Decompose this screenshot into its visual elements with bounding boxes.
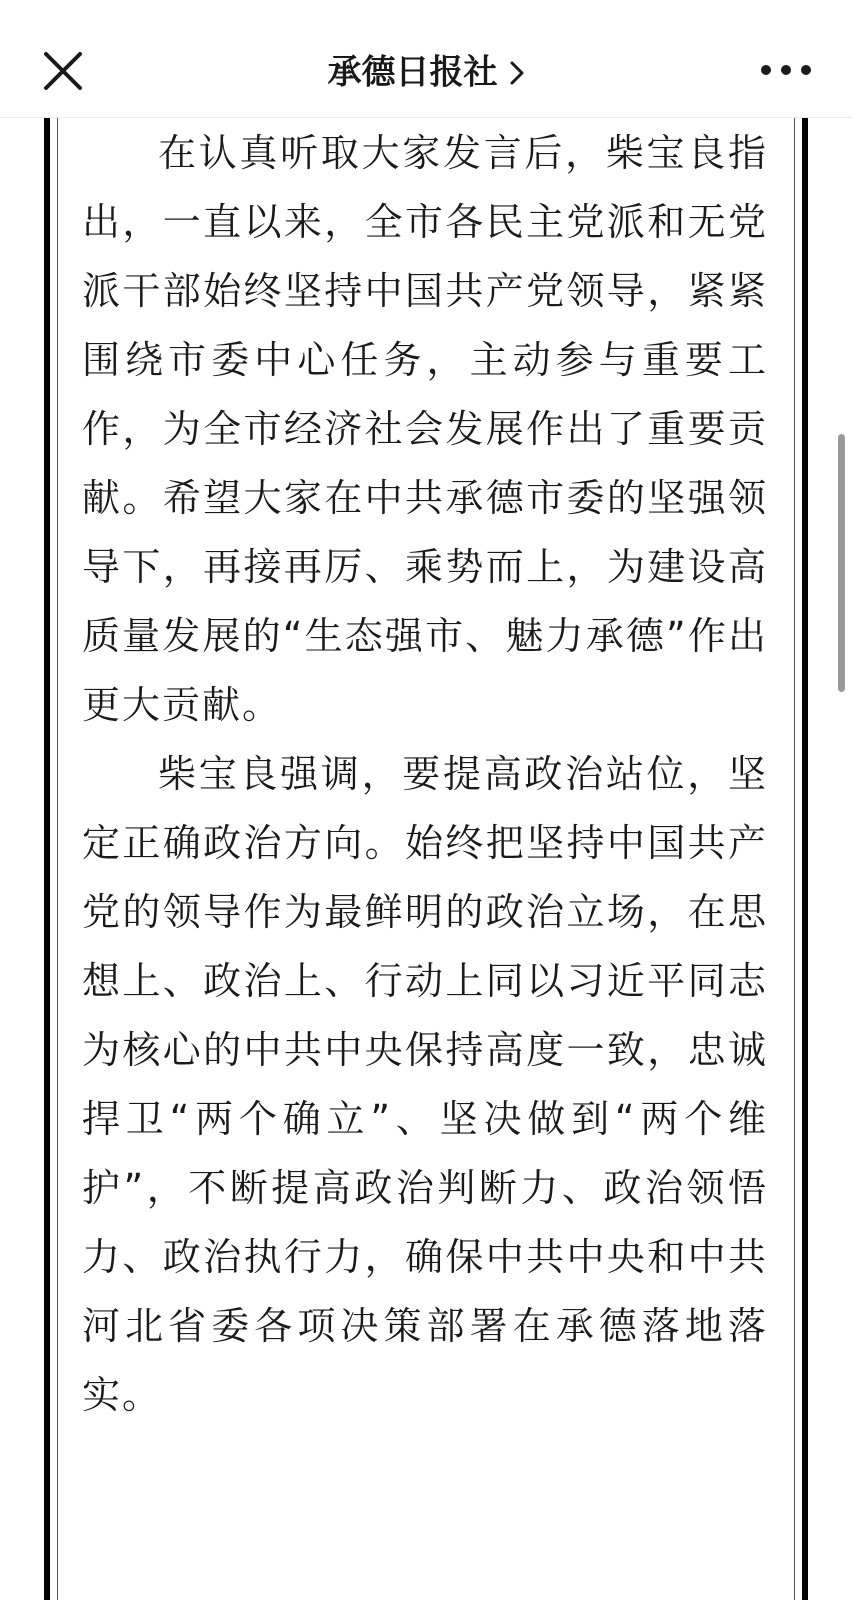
frame-border-right-inner [794, 118, 795, 1600]
chevron-right-icon [509, 59, 525, 87]
article-paragraph: 柴宝良强调，要提高政治站位，坚定正确政治方向。始终把坚持中国共产党的领导作为最鲜明的政治立场，在思想上、政治上、行动上同以习近平同志为核心的中共中央保持高度一致，忠诚捍卫“两个确立”、坚决做到“两个维护”，不断提高政治判断力、政治领悟力、政治执行力，确保中共中央和中共河北省委各项决策部署在承德落地落实。 [82, 752, 768, 1417]
account-title-link[interactable] [0, 44, 852, 100]
navigation-bar [0, 0, 852, 118]
page-title: 承德日报社 [327, 52, 498, 93]
article-content[interactable] [0, 118, 852, 1600]
article-body [82, 118, 768, 1430]
frame-border-right-outer [802, 118, 808, 1600]
frame-border-left-outer [44, 118, 50, 1600]
more-options-button[interactable] [758, 52, 814, 88]
article-paragraph: 在认真听取大家发言后，柴宝良指出，一直以来，全市各民主党派和无党派干部始终坚持中国共产党领导，紧紧围绕市委中心任务，主动参与重要工作，为全市经济社会发展作出了重要贡献。希望大家在中共承德市委的坚强领导下，再接再厉、乘势而上，为建设高质量发展的“生态强市、魅力承德”作出更大贡献。 [82, 131, 768, 727]
more-icon [758, 52, 814, 88]
scrollbar-thumb[interactable] [838, 434, 845, 692]
frame-border-left-inner [57, 118, 58, 1600]
